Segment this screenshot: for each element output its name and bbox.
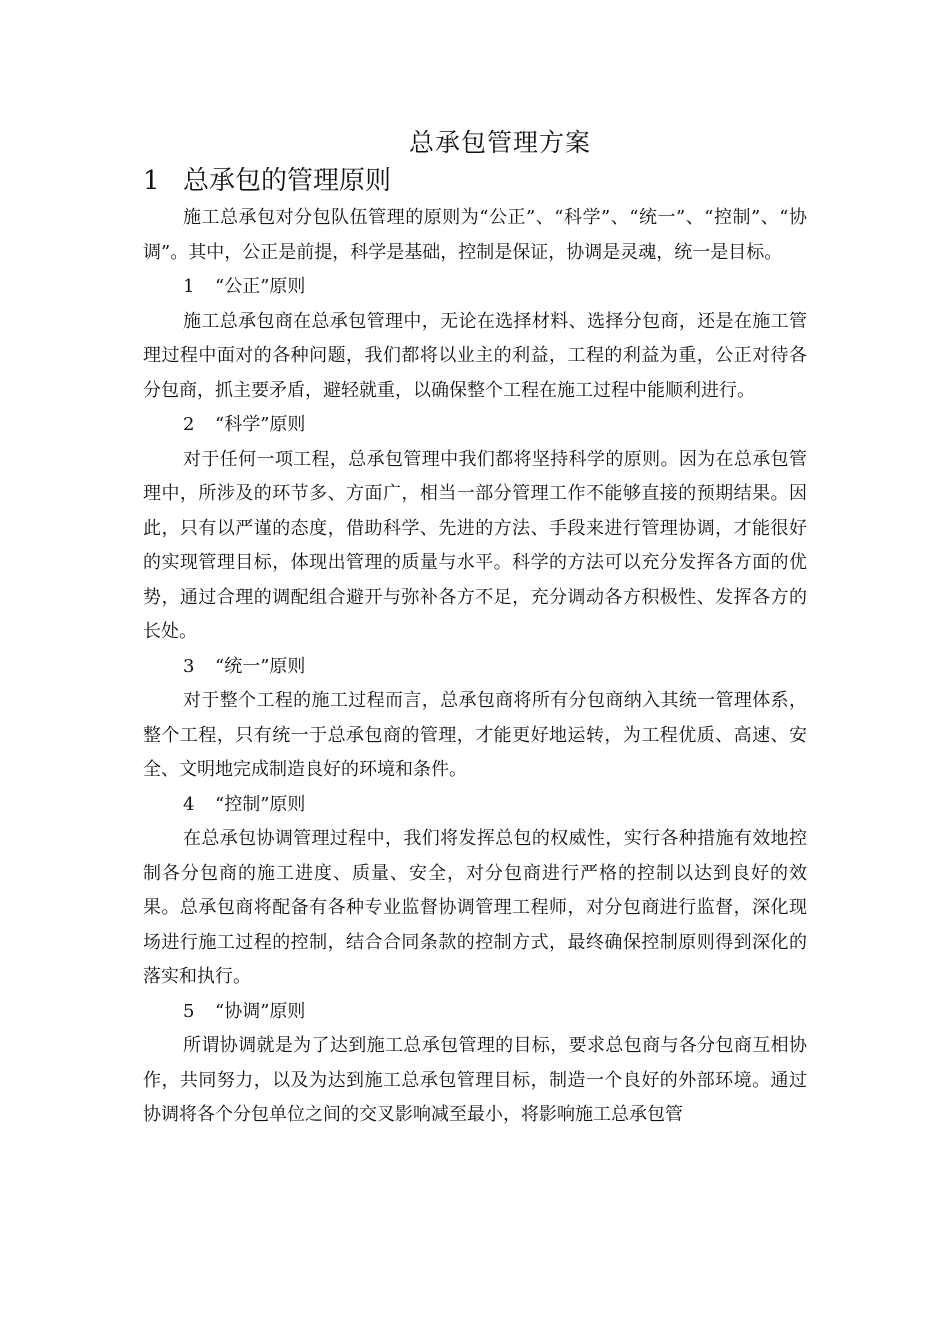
principle-5-heading <box>143 995 807 1030</box>
principle-4-title: “控制”原则 <box>215 793 306 815</box>
principle-1-paragraph: 施工总承包商在总承包管理中，无论在选择材料、选择分包商，还是在施工管理过程中面对的各种问题，我们都将以业主的利益，工程的利益为重，公正对待各分包商，抓主要矛盾，避轻就重，以确保整个工程在施工过程中能顺利进行。 <box>143 310 807 401</box>
section-number: 1 <box>143 166 160 196</box>
section-title: 总承包的管理原则 <box>183 166 392 196</box>
principle-3-number: 3 <box>183 655 195 677</box>
document-title: 总承包管理方案 <box>408 128 591 157</box>
principle-4-number: 4 <box>183 793 195 815</box>
principle-5-paragraph: 所谓协调就是为了达到施工总承包管理的目标，要求总包商与各分包商互相协作，共同努力，以及为达到施工总承包管理目标，制造一个良好的外部环境。通过协调将各个分包单位之间的交叉影响减至最小，将影响施工总承包管 <box>143 1035 807 1125</box>
principle-3-paragraph: 对于整个工程的施工过程而言，总承包商将所有分包商纳入其统一管理体系，整个工程，只有统一于总承包商的管理，才能更好地运转，为工程优质、高速、安全、文明地完成制造良好的环境和条件。 <box>143 690 807 780</box>
principle-3-heading <box>143 650 807 685</box>
principle-2-number: 2 <box>183 414 195 435</box>
intro-paragraph: 施工总承包对分包队伍管理的原则为“公正”、“科学”、“统一”、“控制”、“协调”。其中，公正是前提，科学是基础，控制是保证，协调是灵魂，统一是目标。 <box>143 207 807 263</box>
principle-1-number: 1 <box>183 276 195 297</box>
principle-5-title: “协调”原则 <box>215 1000 306 1022</box>
principle-2-paragraph: 对于任何一项工程，总承包管理中我们都将坚持科学的原则。因为在总承包管理中，所涉及的环节多、方面广，相当一部分管理工作不能够直接的预期结果。因此，只有以严谨的态度，借助科学、先进的方法、手段来进行管理协调，才能很好的实现管理目标，体现出管理的质量与水平。科学的方法可以充分发挥各方面的优势，通过合理的调配组合避开与弥补各方不足，充分调动各方积极性、发挥各方的长处。 <box>143 448 807 642</box>
principle-2-title: “科学”原则 <box>215 414 306 435</box>
section-heading <box>143 163 391 199</box>
principle-3-title: “统一”原则 <box>215 655 306 677</box>
principle-1-heading <box>143 270 807 305</box>
principle-1-title: “公正”原则 <box>215 276 306 297</box>
principle-5-number: 5 <box>183 1000 195 1022</box>
principle-2-heading <box>143 408 807 443</box>
document-body <box>143 201 807 1133</box>
principle-4-paragraph: 在总承包协调管理过程中，我们将发挥总包的权威性，实行各种措施有效地控制各分包商的施工进度、质量、安全，对分包商进行严格的控制以达到良好的效果。总承包商将配备有各种专业监督协调管理工程师，对分包商进行监督，深化现场进行施工过程的控制，结合合同条款的控制方式，最终确保控制原则得到深化的落实和执行。 <box>143 828 807 987</box>
principle-4-heading <box>143 788 807 823</box>
